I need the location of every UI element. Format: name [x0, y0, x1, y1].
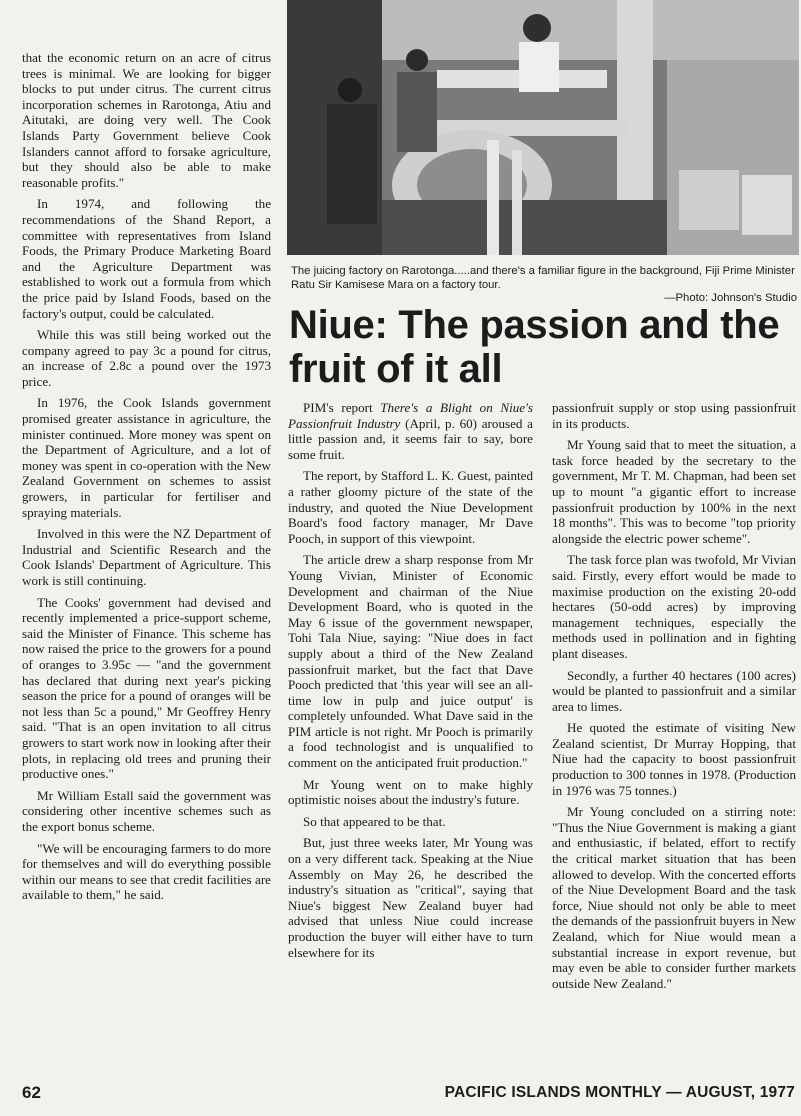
lead-suffix: (April, p. 60) aroused a little passion and, it seems fair to say, bore some fruit.	[288, 415, 533, 462]
paragraph: that the economic return on an acre of citrus trees is minimal. We are looking for bigger blocks to put under citrus. The current citrus incorporation schemes in Rarotonga, Atiu and Aitutaki, are doing very well. The Cook Islands Party Government believe Cook Islanders cannot afford to forsake agriculture, but they should also be able to make reasonable profits."	[22, 50, 271, 190]
paragraph: Involved in this were the NZ Department of Industrial and Scientific Research and the Cook Islands' Department of Agriculture. This work is still continuing.	[22, 526, 271, 588]
factory-photo	[287, 0, 799, 255]
paragraph: In 1976, the Cook Islands government promised greater assistance in agriculture, the minister continued. More money was spent on the Department of Agriculture, and a lot of money was spent in co-operation with the New Zealand Government on schemes to assist growers, in particular for fertiliser and spraying materials.	[22, 395, 271, 520]
photo-caption	[291, 265, 797, 306]
paragraph: Mr Young said that to meet the situation, a task force headed by the secretary to the government, Mr T. M. Chapman, had been set up to mount "a gigantic effort to increase passionfruit production by 100% in the next 18 months". This was to become "top priority alongside the electric power scheme".	[552, 437, 796, 546]
photo-credit: —Photo: Johnson's Studio	[664, 292, 797, 305]
paragraph: passionfruit supply or stop using passionfruit in its products.	[552, 400, 796, 431]
lead-paragraph	[288, 400, 533, 462]
paragraph: But, just three weeks later, Mr Young was on a very different tack. Speaking at the Niue Assembly on May 26, he described the industry's situation as "critical", saying that Niue's biggest New Zealand buyer had advised that unless Niue could increase production the buyer will either have to turn elsewhere for its	[288, 835, 533, 960]
paragraph: The report, by Stafford L. K. Guest, painted a rather gloomy picture of the state of the industry, and quoted the Niue Development Board's food factory manager, Mr Dave Pooch, in support of this viewpoint.	[288, 468, 533, 546]
paragraph: In 1974, and following the recommendations of the Shand Report, a committee with representatives from Island Foods, the Primary Produce Marketing Board and the Agriculture Department was established to work out a formula from which the price paid by Island Foods, based on the factory's output, could be calculated.	[22, 196, 271, 321]
cited-article-title: There's a Blight on Niue's Passionfruit Industry	[288, 400, 533, 431]
paragraph: Secondly, a further 40 hectares (100 acres) would be planted to passionfruit and a similar area to limes.	[552, 667, 796, 714]
article-headline: Niue: The passion and the fruit of it all	[289, 303, 780, 391]
publication-footer: PACIFIC ISLANDS MONTHLY — AUGUST, 1977	[444, 1084, 795, 1101]
paragraph: The article drew a sharp response from Mr Young Vivian, Minister of Economic Development and chairman of the Niue Development Board, who is quoted in the May 6 issue of the government newspaper, Tohi Tala Niue, saying: "Niue does in fact supply about a third of the New Zealand passionfruit market, but the fact that Dave Pooch predicted that 'this year will see an all-time low in pulp and juice output' is completely unfounded. What Dave said in the PIM article is not right. Mr Pooch is primarily a food technologist and is unqualified to comment on the anticipated fruit production."	[288, 552, 533, 771]
article-column-2	[288, 400, 533, 966]
article-column-1	[22, 50, 271, 909]
factory-photo-image	[287, 0, 799, 255]
paragraph: While this was still being worked out the company agreed to pay 3c a pound for citrus, an increase of 2.8c a pound over the 1973 price.	[22, 327, 271, 389]
page-number: 62	[22, 1083, 41, 1102]
paragraph: Mr William Estall said the government was considering other incentive schemes such as the export bonus scheme.	[22, 787, 271, 834]
article-column-3	[552, 400, 796, 997]
paragraph: Mr Young concluded on a stirring note: "Thus the Niue Government is making a giant and enthusiastic, if belated, effort to rectify the critical market situation that has been allowed to develop. With the concerted efforts of the Niue Development Board and the task force, Niue should not only be able to meet the demands of the passionfruit buyers in New Zealand, which for Niue would mean a substantial increase in export revenue, but may even be able to consider further markets outside New Zealand."	[552, 804, 796, 991]
lead-prefix: PIM's report	[303, 400, 381, 415]
paragraph: Mr Young went on to make highly optimistic noises about the industry's future.	[288, 776, 533, 808]
caption-text: The juicing factory on Rarotonga.....and there's a familiar figure in the background, Fiji Prime Minister Ratu Sir Kamisese Mara on a factory tour.	[291, 265, 795, 291]
paragraph: The task force plan was twofold, Mr Vivian said. Firstly, every effort would be made to maximise production on the existing 20-odd hectares (50-odd acres) by improving management techniques, especially the methods used in pollination and in fighting plant diseases.	[552, 552, 796, 661]
paragraph: "We will be encouraging farmers to do more for themselves and will do everything possible within our means to see that credit facilities are available to them," he said.	[22, 840, 271, 903]
paragraph: He quoted the estimate of visiting New Zealand scientist, Dr Murray Hopping, that Niue had the capacity to boost passionfruit production to 300 tonnes in 1978. (Production in 1976 was 75 tonnes.)	[552, 720, 796, 798]
paragraph: So that appeared to be that.	[303, 813, 446, 829]
paragraph: The Cooks' government had devised and recently implemented a price-support scheme, said the Minister of Finance. This scheme has now raised the price to the growers for a pound of oranges to 3.95c — "and the government has declared that during next year's picking season the price for a pound of oranges will be not less than 5c a pound," Mr Geoffrey Henry said. "That is an open invitation to all citrus growers to start work now in looking after their plots, in replacing old trees and pruning their productive ones."	[22, 594, 271, 782]
